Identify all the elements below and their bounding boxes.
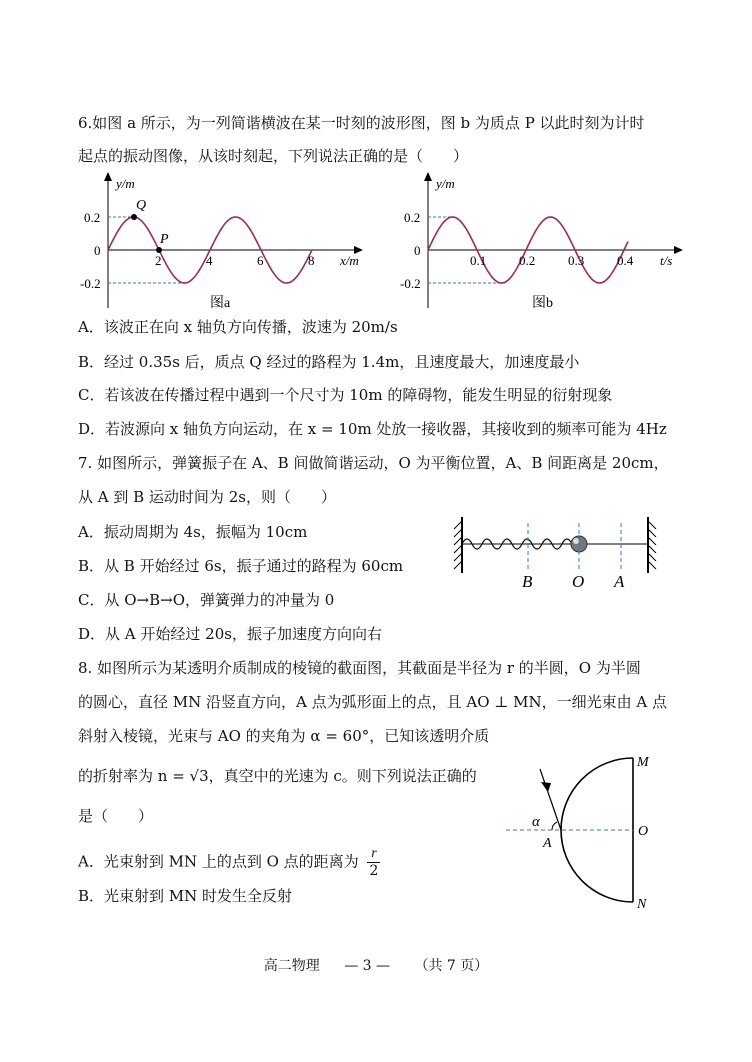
q6-figure-b xyxy=(398,168,698,313)
q8-stem-line1: 8. 如图所示为某透明介质制成的棱镜的截面图，其截面是半径为 r 的半圆，O 为半圆 xyxy=(78,659,641,677)
q7-option-b: B．从 B 开始经过 6s，振子通过的路程为 60cm xyxy=(78,557,404,575)
ball-highlight xyxy=(573,538,579,544)
label-n: N xyxy=(637,897,647,912)
incident-ray xyxy=(540,769,561,830)
q7-option-c: C．从 O→B→O，弹簧弹力的冲量为 0 xyxy=(78,591,335,609)
q7-spring-figure xyxy=(450,515,660,595)
q6-option-d: D．若波源向 x 轴负方向运动，在 x = 10m 处放一接收器，其接收到的频率可能为 4Hz xyxy=(78,420,667,438)
q6-option-b: B．经过 0.35s 后，质点 Q 经过的路程为 1.4m，且速度最大，加速度最小 xyxy=(78,353,580,371)
q8-stem-line5: 是（ ） xyxy=(78,807,154,825)
fig-b-xtick: 0.4 xyxy=(617,253,634,268)
footer-page: — 3 — xyxy=(344,958,390,974)
fig-b-ytick: 0.2 xyxy=(404,210,421,225)
point-q-label: Q xyxy=(136,198,147,213)
fig-a-xtick: 4 xyxy=(206,253,213,268)
fig-b-caption: 图b xyxy=(532,296,553,311)
q7-option-a: A．振动周期为 4s，振幅为 10cm xyxy=(78,523,308,541)
q6-stem-line2: 起点的振动图像，从该时刻起，下列说法正确的是（ ） xyxy=(78,147,469,165)
fig-b-xlabel: t/s xyxy=(660,253,673,268)
q8-stem-line2: 的圆心，直径 MN 沿竖直方向，A 点为弧形面上的点，且 AO ⊥ MN，一细光束由 A 点 xyxy=(78,693,668,711)
fig-b-xtick: 0.3 xyxy=(568,253,585,268)
fig-a-xtick: 2 xyxy=(155,253,162,268)
angle-arc xyxy=(552,822,557,830)
point-q-dot xyxy=(131,214,137,220)
q7-option-d: D．从 A 开始经过 20s，振子加速度方向向右 xyxy=(78,625,382,643)
label-alpha: α xyxy=(532,814,540,830)
q8-option-a-text: A．光束射到 MN 上的点到 O 点的距离为 xyxy=(78,852,359,871)
q6-option-a: A．该波正在向 x 轴负方向传播，波速为 20m/s xyxy=(78,318,398,336)
label-m: M xyxy=(637,755,649,770)
point-p-label: P xyxy=(160,232,169,247)
q8-option-b: B．光束射到 MN 时发生全反射 xyxy=(78,887,293,905)
q6-figure-a xyxy=(78,168,378,313)
fig-a-xlabel: x/m xyxy=(340,253,359,268)
q8-option-a xyxy=(78,846,380,879)
fig-a-xtick: 6 xyxy=(257,253,264,268)
fig-a-ytick: 0 xyxy=(94,243,101,258)
q8-stem-line3: 斜射入棱镜，光束与 AO 的夹角为 α = 60°，已知该透明介质 xyxy=(78,727,490,745)
fraction-numerator: r xyxy=(367,846,380,863)
fig-b-y-arrow xyxy=(424,172,432,181)
footer-total: （共 7 页） xyxy=(414,958,489,974)
fig-a-y-arrow xyxy=(104,172,112,181)
fraction xyxy=(367,846,380,879)
fig-a-ytick: -0.2 xyxy=(80,276,101,291)
q6-stem-line1: 6.如图 a 所示，为一列简谐横波在某一时刻的波形图，图 b 为质点 P 以此时刻为计时 xyxy=(78,114,645,132)
right-wall-hatch xyxy=(648,521,656,569)
point-p-dot xyxy=(156,247,162,253)
label-b: B xyxy=(522,572,533,591)
fig-a-ylabel: y/m xyxy=(116,176,135,191)
q7-stem-line2: 从 A 到 B 运动时间为 2s，则（ ） xyxy=(78,488,336,506)
fig-b-ytick: -0.2 xyxy=(400,276,421,291)
label-a: A xyxy=(543,836,552,851)
label-a: A xyxy=(614,572,625,591)
label-o: O xyxy=(572,572,585,591)
fraction-denominator: 2 xyxy=(369,863,379,879)
q8-prism-figure xyxy=(500,752,670,912)
footer-subject: 高二物理 xyxy=(263,958,320,974)
fig-b-xtick: 0.1 xyxy=(470,253,487,268)
q7-stem-line1: 7. 如图所示，弹簧振子在 A、B 间做简谐运动，O 为平衡位置，A、B 间距离是 20cm， xyxy=(78,454,669,472)
fig-b-xtick: 0.2 xyxy=(519,253,536,268)
left-wall-hatch xyxy=(454,521,462,569)
q6-option-c: C．若该波在传播过程中遇到一个尺寸为 10m 的障碍物，能发生明显的衍射现象 xyxy=(78,386,613,404)
fig-b-ytick: 0 xyxy=(414,243,421,258)
fig-a-caption: 图a xyxy=(210,296,231,311)
fig-a-xtick: 8 xyxy=(308,253,315,268)
fig-b-ylabel: y/m xyxy=(436,176,455,191)
fig-a-ytick: 0.2 xyxy=(84,210,101,225)
ray-arrow xyxy=(541,782,551,792)
q8-stem-line4: 的折射率为 n = √3，真空中的光速为 c。则下列说法正确的 xyxy=(78,767,477,785)
page-footer xyxy=(0,955,752,975)
label-o: O xyxy=(638,824,649,839)
fig-b-x-arrow xyxy=(674,246,683,254)
